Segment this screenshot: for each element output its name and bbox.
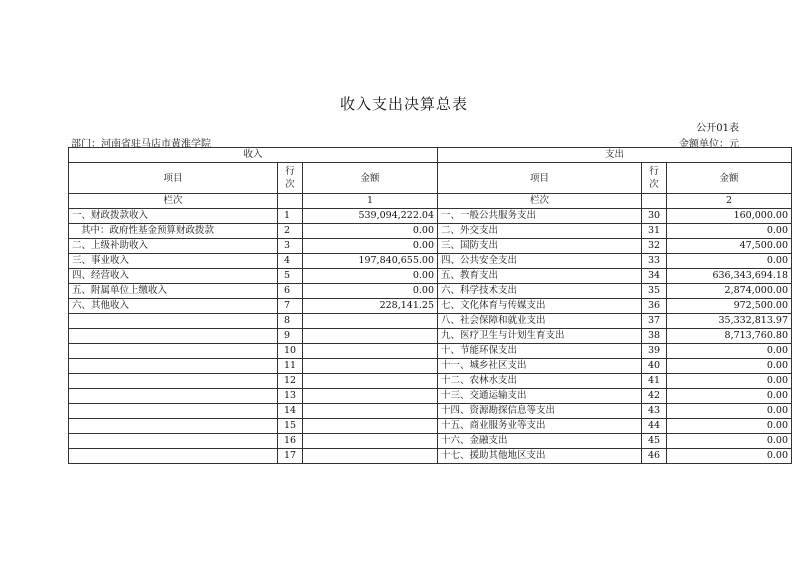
expense-item-cell: 五、教育支出 xyxy=(438,269,642,284)
expense-row-no-cell: 35 xyxy=(642,284,667,299)
expense-row-no-header xyxy=(642,163,667,194)
income-row-no-cell: 7 xyxy=(278,299,303,314)
department-label: 部门：河南省驻马店市黄淮学院 xyxy=(71,139,211,150)
income-row-no-cell: 3 xyxy=(278,239,303,254)
expense-column-no-blank xyxy=(642,194,667,209)
expense-amount-cell: 2,874,000.00 xyxy=(667,284,792,299)
income-column-no-blank xyxy=(278,194,303,209)
income-amount-cell: 0.00 xyxy=(303,284,438,299)
section-header-row xyxy=(69,148,792,163)
income-item-cell xyxy=(69,404,278,419)
expense-amount-cell: 636,343,694.18 xyxy=(667,269,792,284)
expense-row-no-cell: 44 xyxy=(642,419,667,434)
expense-section-header: 支出 xyxy=(438,148,792,163)
expense-amount-cell: 0.00 xyxy=(667,374,792,389)
income-row-no-cell: 10 xyxy=(278,344,303,359)
expense-amount-cell: 47,500.00 xyxy=(667,239,792,254)
expense-amount-cell: 0.00 xyxy=(667,389,792,404)
expense-item-cell: 九、医疗卫生与计划生育支出 xyxy=(438,329,642,344)
expense-amount-cell: 0.00 xyxy=(667,404,792,419)
income-row-no-cell: 15 xyxy=(278,419,303,434)
expense-item-cell: 十、节能环保支出 xyxy=(438,344,642,359)
income-row-no-cell: 12 xyxy=(278,374,303,389)
income-amount-cell xyxy=(303,434,438,449)
table-row xyxy=(69,389,792,404)
expense-amount-cell: 8,713,760.80 xyxy=(667,329,792,344)
expense-row-no-cell: 41 xyxy=(642,374,667,389)
page-title: 收入支出决算总表 xyxy=(339,95,468,113)
income-amount-cell: 0.00 xyxy=(303,269,438,284)
expense-item-cell: 三、国防支出 xyxy=(438,239,642,254)
expense-item-cell: 十二、农林水支出 xyxy=(438,374,642,389)
income-item-cell: 二、上级补助收入 xyxy=(69,239,278,254)
expense-item-cell: 十五、商业服务业等支出 xyxy=(438,419,642,434)
income-item-cell xyxy=(69,389,278,404)
table-row xyxy=(69,404,792,419)
income-item-cell xyxy=(69,434,278,449)
column-number-row xyxy=(69,194,792,209)
expense-item-header: 项目 xyxy=(438,163,642,194)
expense-amount-cell: 0.00 xyxy=(667,254,792,269)
row-no-header-text: 行次 xyxy=(285,166,295,190)
expense-item-cell: 二、外交支出 xyxy=(438,224,642,239)
form-code: 公开01表 xyxy=(696,123,739,134)
income-row-no-cell: 16 xyxy=(278,434,303,449)
income-amount-cell: 228,141.25 xyxy=(303,299,438,314)
income-item-cell xyxy=(69,374,278,389)
expense-row-no-cell: 30 xyxy=(642,209,667,224)
income-item-cell: 三、事业收入 xyxy=(69,254,278,269)
table-row xyxy=(69,209,792,224)
income-row-no-cell: 4 xyxy=(278,254,303,269)
expense-row-no-cell: 34 xyxy=(642,269,667,284)
income-row-no-cell: 5 xyxy=(278,269,303,284)
table-row xyxy=(69,314,792,329)
expense-row-no-cell: 38 xyxy=(642,329,667,344)
income-item-cell: 其中：政府性基金预算财政拨款 xyxy=(69,224,278,239)
income-item-cell xyxy=(69,419,278,434)
income-row-no-cell: 8 xyxy=(278,314,303,329)
income-column-no-label: 栏次 xyxy=(69,194,278,209)
table-row xyxy=(69,254,792,269)
income-section-header: 收入 xyxy=(69,148,438,163)
income-expense-table xyxy=(68,147,792,464)
expense-amount-cell: 972,500.00 xyxy=(667,299,792,314)
income-item-cell: 六、其他收入 xyxy=(69,299,278,314)
expense-item-cell: 十一、城乡社区支出 xyxy=(438,359,642,374)
expense-amount-cell: 0.00 xyxy=(667,449,792,464)
table-row xyxy=(69,344,792,359)
table-row xyxy=(69,299,792,314)
table-row xyxy=(69,374,792,389)
column-header-row xyxy=(69,163,792,194)
expense-row-no-cell: 32 xyxy=(642,239,667,254)
income-item-cell: 四、经营收入 xyxy=(69,269,278,284)
expense-amount-cell: 0.00 xyxy=(667,344,792,359)
expense-column-no-label: 栏次 xyxy=(438,194,642,209)
income-amount-cell: 197,840,655.00 xyxy=(303,254,438,269)
income-item-cell: 一、财政拨款收入 xyxy=(69,209,278,224)
expense-amount-cell: 0.00 xyxy=(667,224,792,239)
income-item-header: 项目 xyxy=(69,163,278,194)
expense-item-cell: 四、公共安全支出 xyxy=(438,254,642,269)
table-row xyxy=(69,269,792,284)
income-item-cell xyxy=(69,314,278,329)
expense-item-cell: 十四、资源勘探信息等支出 xyxy=(438,404,642,419)
income-row-no-cell: 6 xyxy=(278,284,303,299)
income-amount-cell xyxy=(303,359,438,374)
income-row-no-cell: 9 xyxy=(278,329,303,344)
expense-amount-cell: 0.00 xyxy=(667,434,792,449)
income-item-cell xyxy=(69,359,278,374)
expense-row-no-cell: 39 xyxy=(642,344,667,359)
income-row-no-cell: 2 xyxy=(278,224,303,239)
income-row-no-cell: 11 xyxy=(278,359,303,374)
table-row xyxy=(69,449,792,464)
income-row-no-cell: 17 xyxy=(278,449,303,464)
expense-row-no-cell: 40 xyxy=(642,359,667,374)
expense-amount-cell: 160,000.00 xyxy=(667,209,792,224)
income-amount-cell: 539,094,222.04 xyxy=(303,209,438,224)
income-item-cell: 五、附属单位上缴收入 xyxy=(69,284,278,299)
expense-column-no-value: 2 xyxy=(667,194,792,209)
expense-item-cell: 一、一般公共服务支出 xyxy=(438,209,642,224)
income-amount-cell xyxy=(303,419,438,434)
expense-item-cell: 十六、金融支出 xyxy=(438,434,642,449)
table-row xyxy=(69,284,792,299)
expense-amount-header: 金额 xyxy=(667,163,792,194)
income-amount-cell xyxy=(303,344,438,359)
income-amount-cell xyxy=(303,314,438,329)
expense-row-no-cell: 31 xyxy=(642,224,667,239)
table-row xyxy=(69,329,792,344)
income-amount-cell xyxy=(303,329,438,344)
row-no-header-text: 行次 xyxy=(649,166,659,190)
expense-row-no-cell: 36 xyxy=(642,299,667,314)
expense-row-no-cell: 45 xyxy=(642,434,667,449)
income-amount-cell xyxy=(303,404,438,419)
table-row xyxy=(69,359,792,374)
expense-item-cell: 十七、援助其他地区支出 xyxy=(438,449,642,464)
table-row xyxy=(69,224,792,239)
income-row-no-cell: 14 xyxy=(278,404,303,419)
income-row-no-cell: 13 xyxy=(278,389,303,404)
income-amount-cell: 0.00 xyxy=(303,239,438,254)
expense-row-no-cell: 43 xyxy=(642,404,667,419)
expense-row-no-cell: 33 xyxy=(642,254,667,269)
income-row-no-cell: 1 xyxy=(278,209,303,224)
expense-amount-cell: 0.00 xyxy=(667,419,792,434)
income-amount-cell xyxy=(303,374,438,389)
amount-unit-label: 金额单位：元 xyxy=(679,139,739,150)
income-item-cell xyxy=(69,344,278,359)
expense-item-cell: 七、文化体育与传媒支出 xyxy=(438,299,642,314)
expense-item-cell: 六、科学技术支出 xyxy=(438,284,642,299)
income-item-cell xyxy=(69,329,278,344)
expense-item-cell: 十三、交通运输支出 xyxy=(438,389,642,404)
expense-amount-cell: 35,332,813.97 xyxy=(667,314,792,329)
income-amount-cell xyxy=(303,389,438,404)
table-row xyxy=(69,239,792,254)
income-amount-cell: 0.00 xyxy=(303,224,438,239)
expense-row-no-cell: 42 xyxy=(642,389,667,404)
income-item-cell xyxy=(69,449,278,464)
expense-row-no-cell: 46 xyxy=(642,449,667,464)
expense-amount-cell: 0.00 xyxy=(667,359,792,374)
expense-row-no-cell: 37 xyxy=(642,314,667,329)
income-amount-cell xyxy=(303,449,438,464)
table-row xyxy=(69,434,792,449)
income-column-no-value: 1 xyxy=(303,194,438,209)
income-row-no-header xyxy=(278,163,303,194)
table-row xyxy=(69,419,792,434)
income-amount-header: 金额 xyxy=(303,163,438,194)
expense-item-cell: 八、社会保障和就业支出 xyxy=(438,314,642,329)
